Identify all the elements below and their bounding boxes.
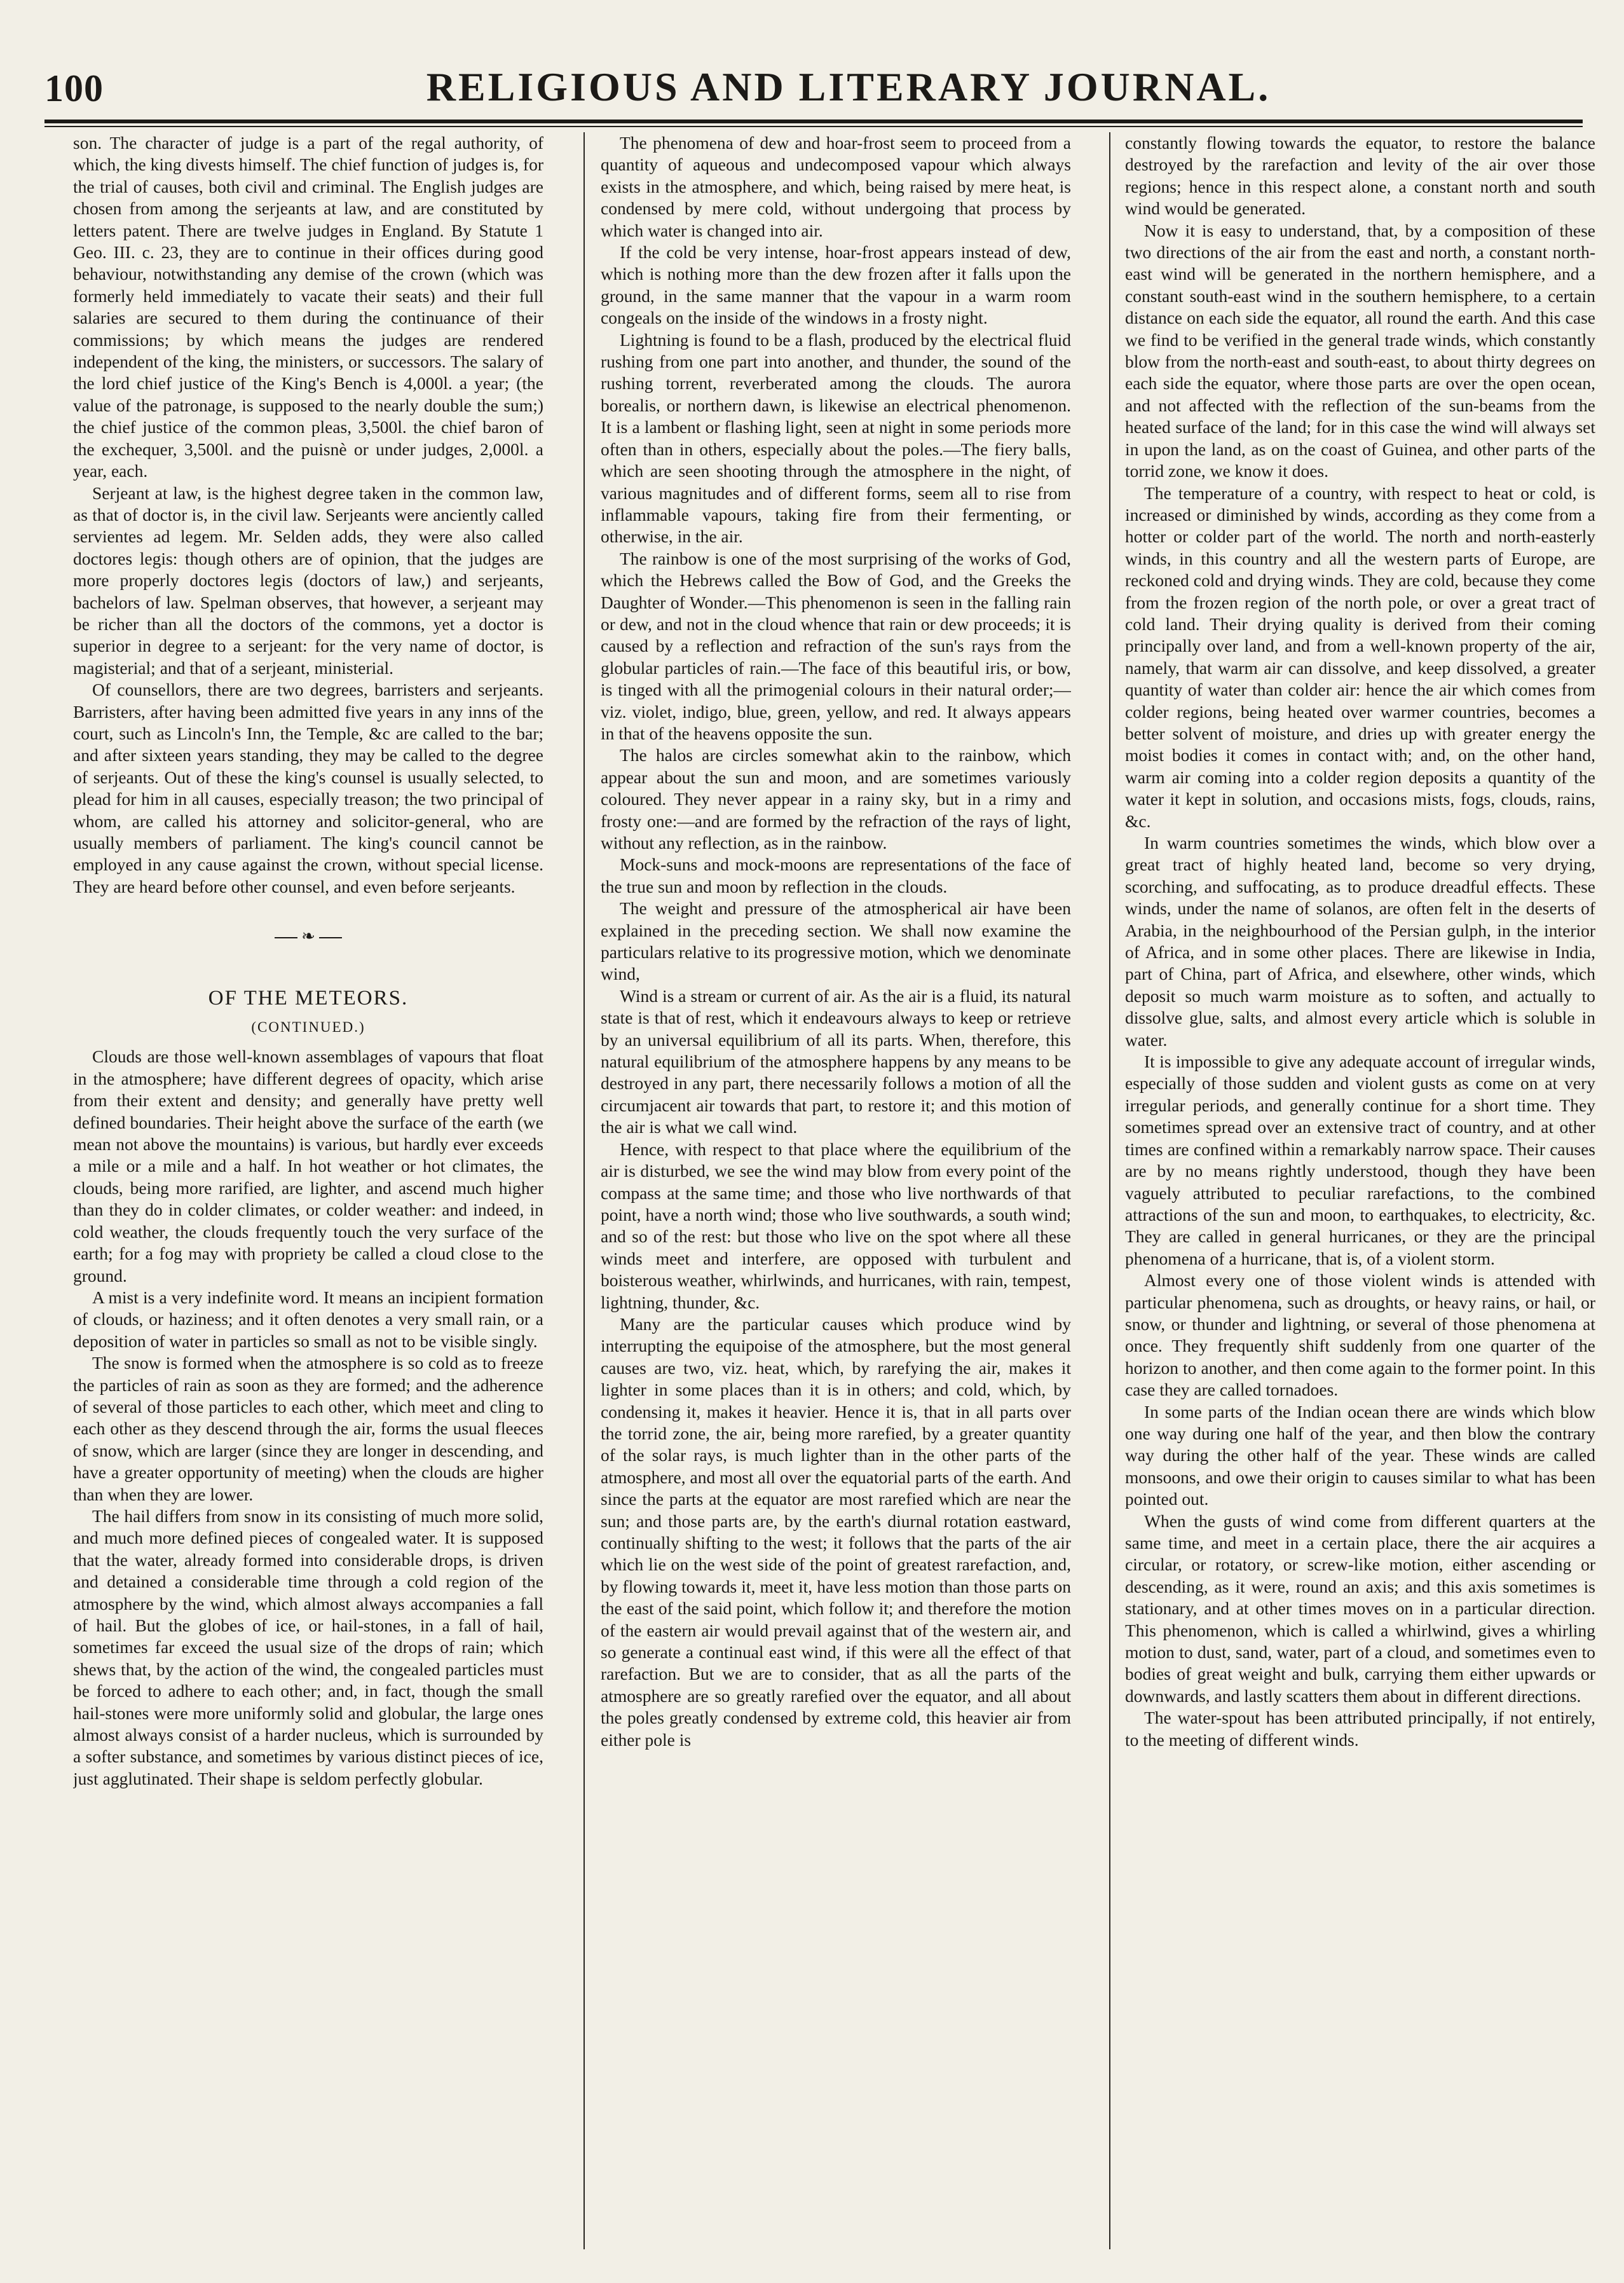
- paragraph: The phenomena of dew and hoar-frost seem to proceed from a quantity of aqueous and undecomposed vapour which always exists in the atmosphere, and which, being raised by mere heat, is condensed by mere cold, without undergoing that process by which water is changed into air.: [601, 133, 1071, 240]
- paragraph: Now it is easy to understand, that, by a composition of these two directions of the air from the east and north, a constant north-east wind will be generated in the northern hemisphere, and a constant south-east wind in the southern hemisphere, to a certain distance on each side the equator, all round the earth. And this case we find to be verified in the general trade winds, which constantly blow from the north-east and south-east, to about thirty degrees on each side the equator, where those parts are over the open ocean, and not affected with the reflection of the sun-beams from the heated surface of the land; for in this case the wind will always set in upon the land, as on the coast of Guinea, and other parts of the torrid zone, we know it does.: [1125, 220, 1595, 481]
- paragraph: In warm countries sometimes the winds, which blow over a great tract of highly heated land, become so very drying, scorching, and suffocating, as to produce dreadful effects. These winds, under the name of solanos, are often felt in the deserts of Arabia, in the neighbourhood of the Persian gulph, in the interior of Africa, and in some other places. There are likewise in India, part of China, part of Africa, and elsewhere, other winds, which deposit so much warm moisture as to soften, and actually to dissolve glue, salts, and almost every article which is soluble in water.: [1125, 833, 1595, 1050]
- paragraph: Lightning is found to be a flash, produced by the electrical fluid rushing from one part into another, and thunder, the sound of the rushing torrent, reverberated among the clouds. The aurora borealis, or northern dawn, is likewise an electrical phenomenon. It is a lambent or flashing light, seen at night in some periods more often than in others, especially about the poles.—The fiery balls, which are seen shooting through the atmosphere in the night, of various magnitudes and of different forms, seem all to rise from inflammable vapours, taking fire from their fermenting, or otherwise, in the air.: [601, 329, 1071, 547]
- paragraph: son. The character of judge is a part of the regal authority, of which, the king divests himself. The chief function of judges is, for the trial of causes, both civil and criminal. The English judges are chosen from among the serjeants at law, and are constituted by letters patent. There are twelve judges in England. By Statute 1 Geo. III. c. 23, they are to continue in their offices during good behaviour, notwithstanding any demise of the crown (which was formerly held immediately to vacate their seats) and their full salaries are secured to them during the continuance of their commissions; by which means the judges are rendered independent of the king, the ministers, or successors. The salary of the lord chief justice of the King's Bench is 4,000l. a year; (the value of the patronage, is supposed to the nearly double the sum;) the chief justice of the common pleas, 3,500l. the chief baron of the exchequer, 3,500l. and the puisnè or under judges, 2,000l. a year, each.: [73, 133, 543, 481]
- paragraph: Of counsellors, there are two degrees, barristers and serjeants. Barristers, after having been admitted five years in any inns of the court, such as Lincoln's Inn, the Temple, &c are called to the bar; and after sixteen years standing, they may be called to the degree of serjeants. Out of these the king's counsel is usually selected, to plead for him in all causes, especially treason; the two principal of whom, are called his attorney and solicitor-general, who are usually members of parliament. The king's council cannot be employed in any cause against the crown, without special license. They are heard before other counsel, and even before serjeants.: [73, 680, 543, 896]
- header-rule: [44, 120, 1583, 123]
- paragraph: constantly flowing towards the equator, to restore the balance destroyed by the rarefaction and levity of the air over those regions; hence in this respect alone, a constant north and south wind would be generated.: [1125, 133, 1595, 219]
- paragraph: The halos are circles somewhat akin to the rainbow, which appear about the sun and moon, and are sometimes variously coloured. They never appear in a rainy sky, but in a rimy and frosty one:—and are formed by the refraction of the rays of light, without any reflection, as in the rainbow.: [601, 745, 1071, 853]
- paragraph: The rainbow is one of the most surprising of the works of God, which the Hebrews called the Bow of God, and the Greeks the Daughter of Wonder.—This phenomenon is seen in the falling rain or dew, and not in the cloud whence that rain or dew proceeds; it is caused by a reflection and refraction of the sun's rays from the globular particles of rain.—The face of this beautiful iris, or bow, is tinged with all the primogenial colours in their natural order;—viz. violet, indigo, blue, green, yellow, and red. It always appears in that of the heavens opposite the sun.: [601, 548, 1071, 743]
- paragraph: The hail differs from snow in its consisting of much more solid, and much more defined pieces of congealed water. It is supposed that the water, already formed into considerable drops, is driven and detained a considerable time through a cold region of the atmosphere by the wind, which almost always accompanies a fall of hail. But the globes of ice, or hail-stones, in a fall of hail, sometimes far exceed the usual size of the drops of rain; which shews that, by the action of the wind, the congealed particles must be forced to adhere to each other; and, in fact, though the small hail-stones were more uniformly solid and globular, the large ones almost always consist of a harder nucleus, which is surrounded by a softer substance, and sometimes by various distinct pieces of ice, just agglutinated. Their shape is seldom perfectly globular.: [73, 1505, 543, 1788]
- paragraph: Many are the particular causes which produce wind by interrupting the equipoise of the atmosphere, but the most general causes are two, viz. heat, which, by rarefying the air, makes it lighter in some places than it is in others; and cold, which, by condensing it, makes it heavier. Hence it is, that in all parts over the torrid zone, the air, being more rarefied, by a greater quantity of the solar rays, is much lighter than in the other parts of the atmosphere, and most all over the equatorial parts of the earth. And since the parts at the equator are most rarefied which are near the sun; and those parts are, by the earth's diurnal rotation eastward, continually shifting to the west; it follows that the parts of the air which lie on the west side of the point of greatest rarefaction, and, by flowing towards it, meet it, have less motion than those parts on the east of the said point, which follow it; and therefore the motion of the eastern air would prevail against that of the western air, and so generate a continual east wind, if this were all the effect of that rarefaction. But we are to consider, that as all the parts of the atmosphere are so greatly rarefied over the equator, and all about the poles greatly condensed by extreme cold, this heavier air from either pole is: [601, 1313, 1071, 1750]
- paragraph: Serjeant at law, is the highest degree taken in the common law, as that of doctor is, in the civil law. Serjeants were anciently called servientes ad legem. Mr. Selden adds, they were also called doctores legis: though others are of opinion, that the judges are more properly doctores legis (doctors of law,) and serjeants, bachelors of law. Spelman observes, that however, a serjeant may be richer than all the doctors of the commons, yet a doctor is superior in degree to a serjeant: for the very name of doctor, is magisterial; and that of a serjeant, ministerial.: [73, 483, 543, 678]
- paragraph: The snow is formed when the atmosphere is so cold as to freeze the particles of rain as soon as they are formed; and the adherence of several of those particles to each other, which meet and cling to each other as they descend through the air, forms the usual fleeces of snow, which are larger (since they are longer in descending, and have a greater opportunity of meeting) when the clouds are higher than when they are lower.: [73, 1353, 543, 1504]
- paragraph: A mist is a very indefinite word. It means an incipient formation of clouds, or haziness; and it often denotes a very small rain, or a deposition of water in particles so small as not to be visible singly.: [73, 1287, 543, 1351]
- paragraph: It is impossible to give any adequate account of irregular winds, especially of those sudden and violent gusts as come on at very irregular periods, and generally continue for a short time. They sometimes spread over an extensive tract of country, and at other times are confined within a remarkably narrow space. Their causes are by no means rightly understood, though they have been vaguely attributed to peculiar rarefactions, to the combined attractions of the sun and moon, to earthquakes, to electricity, &c. They are called in general hurricanes, or they are the principal phenomena of a hurricane, that is, of a violent storm.: [1125, 1052, 1595, 1268]
- paragraph: Clouds are those well-known assemblages of vapours that float in the atmosphere; have different degrees of opacity, which arise from their extent and density; and generally have pretty well defined boundaries. Their height above the surface of the earth (we mean not above the mountains) is various, but hardly ever exceeds a mile or a mile and a half. In hot weather or hot climates, the clouds, being more rarified, are lighter, and ascend much higher than they do in colder climates, or colder weather: and indeed, in cold weather, the clouds frequently touch the very surface of the earth; for a fog may with propriety be called a cloud close to the ground.: [73, 1046, 543, 1285]
- section-title: OF THE METEORS.: [208, 986, 409, 1010]
- paragraph: Wind is a stream or current of air. As the air is a fluid, its natural state is that of rest, which it endeavours always to keep or retrieve by an universal equilibrium of all its parts. When, therefore, this natural equilibrium of the atmosphere happens by any means to be destroyed in any part, there necessarily follows a motion of all the circumjacent air towards that part, to restore it; and this motion of the air is what we call wind.: [601, 985, 1071, 1137]
- column-2: [601, 132, 1071, 2249]
- column-3: [1125, 132, 1595, 2249]
- header-rule-thin: [44, 126, 1583, 127]
- section-subtitle: (CONTINUED.): [251, 1019, 365, 1036]
- column-divider: [1109, 132, 1110, 2249]
- page-number: 100: [44, 67, 104, 109]
- paragraph: In some parts of the Indian ocean there are winds which blow one way during one half of the year, and then blow the contrary way during the other half of the year. These winds are called monsoons, and owe their origin to causes similar to what has been pointed out.: [1125, 1401, 1595, 1509]
- page-header: [44, 64, 1583, 121]
- column-divider: [583, 132, 585, 2249]
- paragraph: Mock-suns and mock-moons are representations of the face of the true sun and moon by reflection in the clouds.: [601, 854, 1071, 896]
- paragraph: When the gusts of wind come from different quarters at the same time, and meet in a certain place, there the air acquires a circular, or rotatory, or screw-like motion, either ascending or descending, as it were, round an axis; and this axis sometimes is stationary, and at other times moves on in a particular direction. This phenomenon, which is called a whirlwind, gives a whirling motion to dust, sand, water, part of a cloud, and sometimes even to bodies of great weight and bulk, carrying them either upwards or downwards, and lastly scatters them about in different directions.: [1125, 1511, 1595, 1706]
- paragraph: The weight and pressure of the atmospherical air have been explained in the preceding section. We shall now examine the particulars relative to its progressive motion, which we denominate wind,: [601, 898, 1071, 984]
- paragraph: If the cold be very intense, hoar-frost appears instead of dew, which is nothing more than the dew frozen after it falls upon the ground, in the same manner that the vapour in a warm room congeals on the inside of the windows in a frosty night.: [601, 242, 1071, 328]
- paragraph: Almost every one of those violent winds is attended with particular phenomena, such as droughts, or heavy rains, or hail, or snow, or thunder and lightning, or several of those phenomena at once. They frequently shift suddenly from one quarter of the horizon to another, and then come again to the former point. In this case they are called tornadoes.: [1125, 1270, 1595, 1400]
- paragraph: The temperature of a country, with respect to heat or cold, is increased or diminished by winds, according as they come from a hotter or colder part of the world. The north and north-easterly winds, in this country and all the western parts of Europe, are reckoned cold and drying winds. They are cold, because they come from the frozen region of the north pole, or over a great tract of cold land. Their drying quality is derived from their coming principally over land, and from a well-known property of the air, namely, that warm air can dissolve, and keep dissolved, a greater quantity of water than colder air: hence the air which comes from colder regions, being heated over warmer countries, becomes a better solvent of moisture, and dries up with greater energy the moist bodies it comes in contact with; and, on the other hand, warm air coming into a colder region deposits a quantity of the water it kept in solution, and occasions mists, fogs, clouds, rains, &c.: [1125, 483, 1595, 831]
- running-title: RELIGIOUS AND LITERARY JOURNAL.: [426, 64, 1271, 109]
- ornament-divider: ❧: [73, 926, 543, 947]
- column-1: [73, 132, 543, 2249]
- paragraph: Hence, with respect to that place where the equilibrium of the air is disturbed, we see the wind may blow from every point of the compass at the same time; and those who live northwards of that point, have a north wind; those who live southwards, a south wind; and so of the rest: but those who live on the spot where all these winds meet and interfere, are opposed with turbulent and boisterous weather, whirlwinds, and hurricanes, with rain, tempest, lightning, thunder, &c.: [601, 1139, 1071, 1312]
- paragraph: The water-spout has been attributed principally, if not entirely, to the meeting of different winds.: [1125, 1708, 1595, 1750]
